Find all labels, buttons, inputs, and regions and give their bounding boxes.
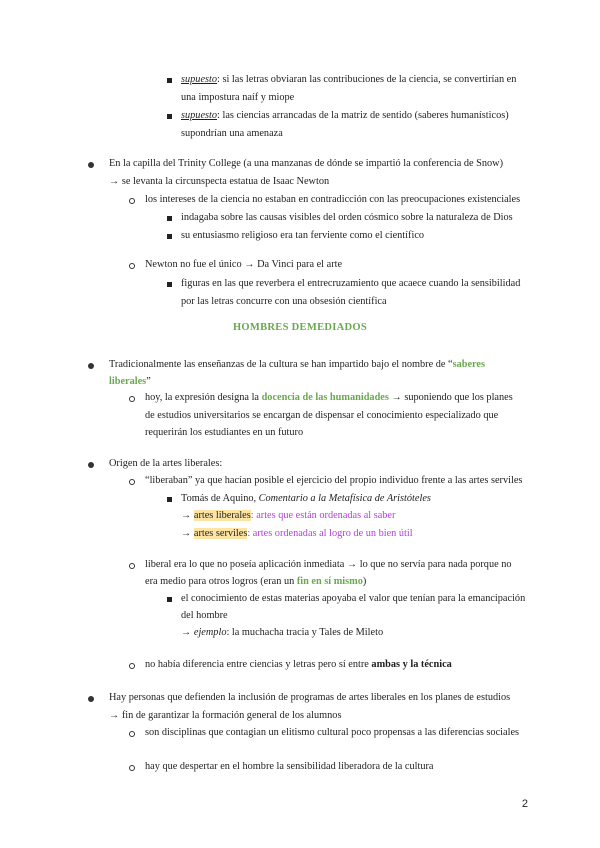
square-bullet-icon: [167, 234, 172, 239]
list-item: no había diferencia entre ciencias y letras pero sí entre ambas y la técnica: [145, 659, 452, 670]
definition-line: → artes liberales: artes que están ordenadas al saber: [181, 510, 396, 521]
list-item: En la capilla del Trinity College (a una manzanas de dónde se impartió la conferencia de Snow): [109, 158, 504, 169]
list-item: Origen de la artes liberales:: [109, 458, 223, 469]
circle-bullet-icon: [129, 765, 135, 771]
list-item: su entusiasmo religioso era tan ferviente como el científico: [181, 230, 425, 241]
circle-bullet-icon: [129, 731, 135, 737]
list-item: Newton no fue el único → Da Vinci para el arte: [145, 259, 343, 270]
disc-bullet-icon: [88, 162, 94, 168]
list-item: los intereses de la ciencia no estaban en contradicción con las preocupaciones existenciales: [145, 194, 521, 205]
list-item: Tomás de Aquino, Comentario a la Metafísica de Aristóteles: [181, 493, 431, 504]
disc-bullet-icon: [88, 363, 94, 369]
list-item: son disciplinas que contagian un elitismo cultural poco propensas a las diferencias sociales: [145, 727, 520, 738]
circle-bullet-icon: [129, 263, 135, 269]
definition-line: → artes serviles: artes ordenadas al logro de un bien útil: [181, 528, 413, 539]
list-item-cont: era medio para otros logros (eran un fin en sí mismo): [145, 576, 367, 587]
circle-bullet-icon: [129, 663, 135, 669]
list-item: hay que despertar en el hombre la sensibilidad liberadora de la cultura: [145, 761, 434, 772]
disc-bullet-icon: [88, 462, 94, 468]
list-item-cont: supondrían una amenaza: [181, 128, 283, 139]
list-item: hoy, la expresión designa la docencia de las humanidades → suponiendo que los planes: [145, 392, 513, 403]
list-item: figuras en las que reverbera el entrecruzamiento que acaece cuando la sensibilidad: [181, 278, 521, 289]
list-item: “liberaban” ya que hacían posible el ejercicio del propio individuo frente a las artes serviles: [145, 475, 523, 486]
square-bullet-icon: [167, 78, 172, 83]
list-item-cont: → se levanta la circunspecta estatua de Isaac Newton: [109, 176, 330, 187]
list-item-cont: del hombre: [181, 610, 228, 621]
list-item: supuesto: las ciencias arrancadas de la matriz de sentido (saberes humanísticos): [181, 110, 509, 121]
list-item-cont: requerirán los estudiantes en un futuro: [145, 427, 304, 438]
list-item: indagaba sobre las causas visibles del orden cósmico sobre la naturaleza de Dios: [181, 212, 513, 223]
circle-bullet-icon: [129, 479, 135, 485]
list-item-cont: una impostura naíf y miope: [181, 92, 295, 103]
section-heading: HOMBRES DEMEDIADOS: [232, 322, 368, 333]
square-bullet-icon: [167, 114, 172, 119]
list-item: Hay personas que defienden la inclusión de programas de artes liberales en los planes de estudios: [109, 692, 511, 703]
list-item: liberal era lo que no poseía aplicación inmediata → lo que no servía para nada porque no: [145, 559, 512, 570]
page-number: 2: [521, 798, 528, 810]
list-item: supuesto: si las letras obviaran las contribuciones de la ciencia, se convertirían en: [181, 74, 517, 85]
list-item-cont: de estudios universitarios se encargan de dispensar el conocimiento especializado que: [145, 410, 499, 421]
circle-bullet-icon: [129, 396, 135, 402]
disc-bullet-icon: [88, 696, 94, 702]
square-bullet-icon: [167, 282, 172, 287]
list-item-cont: → ejemplo: la muchacha tracia y Tales de Mileto: [181, 627, 384, 638]
list-item-cont: por las letras concurre con una obsesión científica: [181, 296, 387, 307]
list-item: Tradicionalmente las enseñanzas de la cultura se han impartido bajo el nombre de “saberes: [109, 359, 486, 370]
list-item: el conocimiento de estas materias apoyaba el valor que tenían para la emancipación: [181, 593, 526, 604]
list-item-cont: liberales”: [109, 376, 151, 387]
list-item-cont: → fin de garantizar la formación general de los alumnos: [109, 710, 342, 721]
circle-bullet-icon: [129, 563, 135, 569]
square-bullet-icon: [167, 216, 172, 221]
circle-bullet-icon: [129, 198, 135, 204]
square-bullet-icon: [167, 497, 172, 502]
square-bullet-icon: [167, 597, 172, 602]
